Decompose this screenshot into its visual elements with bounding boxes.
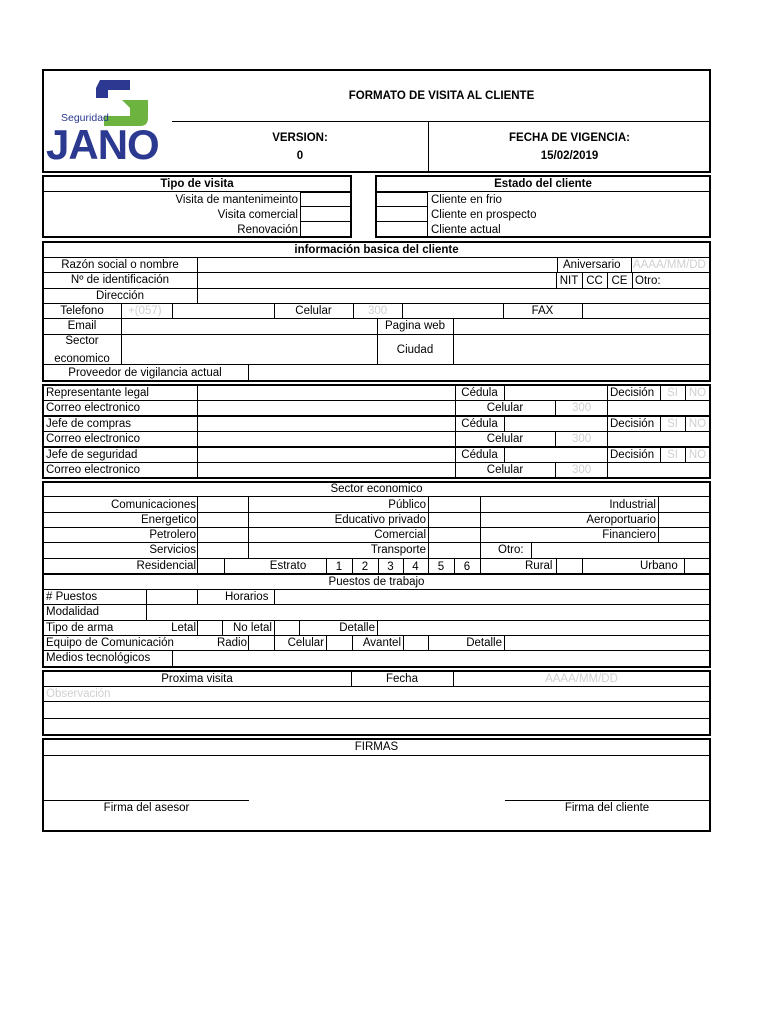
sector-economico-title: Sector economico bbox=[330, 483, 423, 495]
cedula-label-2: Cédula bbox=[461, 418, 498, 430]
direccion-label: Dirección bbox=[96, 290, 144, 302]
estrato-1[interactable]: 1 bbox=[335, 561, 343, 573]
decision-no-3[interactable]: NO bbox=[688, 449, 707, 461]
decision-no-1[interactable]: NO bbox=[688, 387, 707, 399]
checkbox-renovacion[interactable] bbox=[300, 221, 351, 237]
sector-energetico: Energetico bbox=[141, 514, 196, 526]
sector-label-line1: Sector bbox=[65, 335, 99, 347]
estrato-2[interactable]: 2 bbox=[361, 561, 369, 573]
form-title: FORMATO DE VISITA AL CLIENTE bbox=[348, 90, 535, 102]
email-label: Email bbox=[67, 320, 97, 332]
ciudad-input[interactable] bbox=[454, 335, 710, 364]
nit-option[interactable]: NIT bbox=[559, 275, 579, 287]
tipo-visita-comercial: Visita comercial bbox=[217, 209, 298, 221]
cedula-label-1: Cédula bbox=[461, 387, 498, 399]
firma-cliente-label: Firma del cliente bbox=[564, 802, 650, 814]
tipo-visita-title: Tipo de visita bbox=[160, 178, 234, 190]
fecha-proxima-input[interactable]: AAAA/MM/DD bbox=[545, 673, 618, 685]
sector-label-line2: economico bbox=[54, 353, 110, 365]
fecha-vigencia-label: FECHA DE VIGENCIA: bbox=[509, 132, 630, 144]
radio-label: Radio bbox=[216, 637, 247, 649]
celular-label-3: Celular bbox=[486, 464, 524, 476]
fax-input[interactable] bbox=[583, 304, 710, 318]
sector-transporte: Transporte bbox=[370, 544, 426, 556]
aniversario-label: Aniversario bbox=[563, 259, 621, 271]
avantel-label: Avantel bbox=[362, 637, 401, 649]
direccion-input[interactable] bbox=[198, 289, 710, 303]
checkbox-mantenimiento[interactable] bbox=[300, 192, 351, 207]
estado-actual: Cliente actual bbox=[431, 224, 501, 236]
version-value: 0 bbox=[296, 150, 304, 162]
representante-legal-label: Representante legal bbox=[46, 387, 149, 399]
sector-comercial: Comercial bbox=[374, 529, 426, 541]
modalidad-label: Modalidad bbox=[46, 606, 100, 618]
sector-publico: Público bbox=[388, 499, 426, 511]
tipo-visita-mantenimiento: Visita de mantenimeinto bbox=[175, 194, 298, 206]
sector-comunicaciones: Comunicaciones bbox=[110, 499, 196, 511]
horarios-label: Horarios bbox=[225, 591, 269, 603]
sector-servicios: Servicios bbox=[149, 544, 196, 556]
correo-label-3: Correo electronico bbox=[46, 464, 140, 476]
estado-cliente-title: Estado del cliente bbox=[494, 178, 592, 190]
sector-residencial: Residencial bbox=[136, 560, 196, 572]
firmas-title: FIRMAS bbox=[354, 741, 399, 753]
celular-label-1: Celular bbox=[486, 402, 524, 414]
sector-financiero: Financiero bbox=[602, 529, 656, 541]
email-input[interactable] bbox=[122, 319, 376, 334]
jefe-compras-label: Jefe de compras bbox=[46, 418, 132, 430]
version-label: VERSION: bbox=[272, 132, 328, 144]
estrato-3[interactable]: 3 bbox=[387, 561, 394, 573]
celular-input-3[interactable]: 300 bbox=[572, 464, 592, 476]
celular-label-2: Celular bbox=[486, 433, 524, 445]
cc-option[interactable]: CC bbox=[586, 275, 603, 287]
sector-otro: Otro: bbox=[498, 544, 524, 556]
decision-label-3: Decisión bbox=[610, 449, 655, 461]
celular-input-2[interactable]: 300 bbox=[572, 433, 592, 445]
estado-frio: Cliente en frio bbox=[431, 194, 502, 206]
checkbox-frio[interactable] bbox=[376, 192, 428, 207]
sector-aeroportuario: Aeroportuario bbox=[586, 514, 656, 526]
detalle-arma-label: Detalle bbox=[339, 622, 375, 634]
cedula-label-3: Cédula bbox=[461, 449, 498, 461]
fecha-vigencia-value: 15/02/2019 bbox=[540, 150, 599, 162]
fax-label: FAX bbox=[531, 305, 554, 317]
proveedor-input[interactable] bbox=[249, 365, 710, 380]
decision-label-1: Decisión bbox=[610, 387, 655, 399]
otro-id-label[interactable]: Otro: bbox=[635, 275, 661, 287]
correo-label-1: Correo electronico bbox=[46, 402, 140, 414]
modalidad-input[interactable] bbox=[147, 605, 710, 620]
razon-social-label: Razón social o nombre bbox=[61, 259, 179, 271]
medios-tecnologicos-label: Medios tecnológicos bbox=[46, 652, 151, 664]
decision-no-2[interactable]: NO bbox=[688, 418, 707, 430]
num-puestos-label: # Puestos bbox=[46, 591, 98, 603]
checkbox-comercial[interactable] bbox=[300, 206, 351, 222]
medios-tecnologicos-input[interactable] bbox=[173, 651, 710, 666]
decision-si-1[interactable]: SI bbox=[667, 387, 678, 399]
logo-small-text: Seguridad bbox=[61, 112, 109, 124]
celular-label: Celular bbox=[295, 305, 332, 317]
tipo-visita-renovacion: Renovación bbox=[237, 224, 298, 236]
horarios-input[interactable] bbox=[275, 590, 710, 604]
rural-label: Rural bbox=[525, 560, 553, 572]
jefe-seguridad-label: Jefe de seguridad bbox=[46, 449, 138, 461]
decision-label-2: Decisión bbox=[610, 418, 655, 430]
checkbox-prospecto[interactable] bbox=[376, 206, 428, 222]
identificacion-label: Nº de identificación bbox=[70, 274, 170, 286]
ciudad-label: Ciudad bbox=[396, 344, 434, 356]
correo-label-2: Correo electronico bbox=[46, 433, 140, 445]
pagina-web-label: Pagina web bbox=[384, 320, 446, 332]
logo-text: JANO bbox=[46, 121, 159, 168]
celular-input-1[interactable]: 300 bbox=[572, 402, 592, 414]
urbano-label: Urbano bbox=[640, 560, 678, 572]
detalle-equipo-label: Detalle bbox=[466, 637, 502, 649]
identificacion-input[interactable] bbox=[198, 273, 555, 288]
estrato-label: Estrato bbox=[269, 560, 307, 572]
observacion-input[interactable]: Observación bbox=[46, 688, 111, 700]
razon-social-input[interactable] bbox=[198, 258, 556, 272]
firma-asesor-label: Firma del asesor bbox=[103, 802, 190, 814]
letal-label: Letal bbox=[171, 622, 196, 634]
celular-input[interactable]: 300 bbox=[368, 305, 388, 317]
tipo-arma-label: Tipo de arma bbox=[46, 622, 114, 634]
estrato-5[interactable]: 5 bbox=[437, 561, 445, 573]
estado-prospecto: Cliente en prospecto bbox=[431, 209, 537, 221]
sector-industrial: Industrial bbox=[609, 499, 656, 511]
telefono-input[interactable]: +(057) bbox=[128, 305, 162, 317]
equipo-comunicacion-label: Equipo de Comunicación bbox=[46, 637, 174, 649]
decision-si-3[interactable]: SI bbox=[667, 449, 678, 461]
estrato-6[interactable]: 6 bbox=[463, 561, 471, 573]
proveedor-label: Proveedor de vigilancia actual bbox=[68, 367, 222, 379]
proxima-visita-label: Proxima visita bbox=[161, 673, 233, 685]
aniversario-input[interactable]: AAAA/MM/DD bbox=[633, 259, 706, 271]
ce-option[interactable]: CE bbox=[611, 275, 628, 287]
sector-input[interactable] bbox=[122, 335, 376, 364]
puestos-title: Puestos de trabajo bbox=[328, 576, 425, 588]
fecha-label: Fecha bbox=[386, 673, 418, 685]
estrato-4[interactable]: 4 bbox=[412, 561, 419, 573]
telefono-label: Telefono bbox=[60, 305, 104, 317]
info-basica-title: información basica del cliente bbox=[294, 244, 459, 256]
decision-si-2[interactable]: SI bbox=[667, 418, 678, 430]
celular-equipo-label: Celular bbox=[287, 637, 324, 649]
sector-petrolero: Petrolero bbox=[149, 529, 196, 541]
no-letal-label: No letal bbox=[233, 622, 272, 634]
pagina-web-input[interactable] bbox=[454, 319, 710, 334]
sector-educativo: Educativo privado bbox=[334, 514, 426, 526]
checkbox-actual[interactable] bbox=[376, 221, 428, 237]
